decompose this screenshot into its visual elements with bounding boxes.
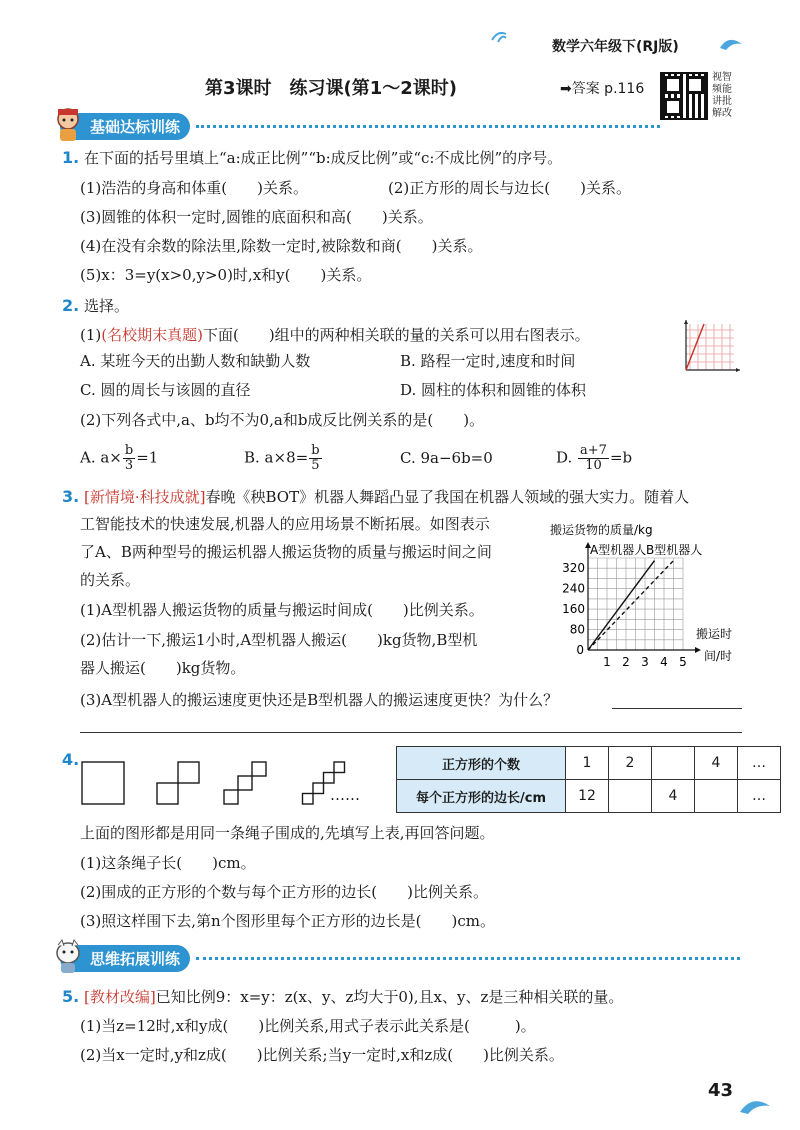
q3-line: 的关系。 [80, 571, 141, 589]
chart-series-line [588, 561, 655, 650]
mascot-icon [54, 939, 84, 975]
q2-choice-c: C. 9a−6b=0 [400, 449, 493, 467]
q1-item: (4)在没有余数的除法里,除数一定时,被除数和商( )关系。 [80, 237, 483, 255]
q1-item: (1)浩浩的身高和体重( )关系。 [80, 179, 308, 197]
wave-icon [718, 34, 744, 52]
q3-line-chart [548, 518, 748, 676]
answer-ref: ➡答案 p.116 [560, 81, 645, 97]
table-cell: 1 [566, 747, 609, 780]
section-basic [60, 112, 660, 140]
q4-number: 4. [62, 750, 80, 769]
q4-item: (3)照这样围下去,第n个图形里每个正方形的边长是( )cm。 [80, 912, 496, 930]
chart-ylabel: 搬运货物的质量/kg [550, 523, 653, 537]
leaf-icon [490, 30, 508, 44]
table-cell: … [738, 780, 781, 813]
q3-line: (3)A型机器人的搬运速度更快还是B型机器人的搬运速度更快？为什么？ [80, 691, 559, 709]
chart-x-tick-label: 2 [622, 655, 630, 669]
q2-part1: (1)(名校期末真题)下面( )组中的两种相关联的量的关系可以用右图表示。 [80, 326, 590, 344]
chart-x-tick-label: 5 [679, 655, 687, 669]
chart-y-tick-label: 160 [562, 602, 585, 617]
chart-y-tick-label: 240 [562, 581, 585, 596]
section-extend [60, 944, 740, 972]
qr-code[interactable] [660, 72, 708, 120]
answer-line[interactable] [80, 732, 742, 733]
q1-item: (5)x：3=y(x>0,y>0)时,x和y( )关系。 [80, 266, 372, 284]
q4-table [396, 746, 781, 813]
q2-option-a: A. 某班今天的出勤人数和缺勤人数 [80, 352, 311, 370]
q5-item: (2)当x一定时,y和z成( )比例关系;当y一定时,x和z成( )比例关系。 [80, 1046, 564, 1064]
q1-stem: 1. 在下面的括号里填上“a:成正比例”“b:成反比例”或“c:不成比例”的序号。 [62, 148, 563, 167]
q3-line: (2)估计一下,搬运1小时,A型机器人搬运( )kg货物,B型机 [80, 631, 478, 649]
chart-series-label: A型机器人 [590, 543, 647, 557]
table-cell: 4 [652, 780, 695, 813]
section-basic-label: 基础达标训练 [90, 117, 181, 136]
table-cell[interactable] [609, 780, 652, 813]
book-title: 数学六年级下(RJ版) [552, 39, 679, 55]
q5-item: (1)当z=12时,x和y成( )比例关系,用式子表示此关系是( )。 [80, 1017, 536, 1035]
table-cell: … [738, 747, 781, 780]
wave-icon [738, 1094, 772, 1116]
q4-item: (2)围成的正方形的个数与每个正方形的边长( )比例关系。 [80, 883, 488, 901]
table-header: 正方形的个数 [397, 747, 566, 780]
q4-item: (1)这条绳子长( )cm。 [80, 854, 256, 872]
chart-xlabel-2: 间/时 [704, 649, 733, 663]
page-number: 43 [708, 1080, 734, 1101]
q5-stem: 5. [教材改编]已知比例9：x=y：z(x、y、z均大于0),且x、y、z是三种相关联的量。 [62, 987, 624, 1006]
q1-item: (2)正方形的周长与边长( )关系。 [388, 179, 631, 197]
section-extend-label: 思维拓展训练 [90, 949, 181, 968]
chart-x-arrow [695, 647, 701, 653]
chart-origin-label: 0 [576, 643, 584, 657]
q4-ellipsis: …… [330, 786, 360, 804]
table-cell: 2 [609, 747, 652, 780]
chart-y-tick-label: 320 [562, 561, 585, 576]
q2-option-d: D. 圆柱的体积和圆锥的体积 [400, 381, 587, 399]
chart-series-line [588, 561, 674, 650]
chart-x-tick-label: 3 [641, 655, 649, 669]
lesson-title: 第3课时 练习课(第1～2课时) [205, 78, 458, 99]
q2-part2: (2)下列各式中,a、b均不为0,a和b成反比例关系的是( )。 [80, 411, 485, 429]
q3-line: 器人搬运( )kg货物。 [80, 659, 246, 677]
mascot-icon [54, 107, 84, 143]
table-header: 每个正方形的边长/cm [397, 780, 566, 813]
q2-stem: 2. 选择。 [62, 296, 130, 315]
chart-xlabel-1: 搬运时 [696, 627, 733, 641]
chart-x-tick-label: 1 [603, 655, 611, 669]
table-cell: 4 [695, 747, 738, 780]
chart-series-label: B型机器人 [646, 543, 703, 557]
q2-small-graph [680, 316, 744, 380]
q2-choice-a: A. a× $\frac{b}{3}$ =1 [80, 443, 159, 473]
q1-item: (3)圆锥的体积一定时,圆锥的底面积和高( )关系。 [80, 208, 433, 226]
q2-choice-d: D. $\frac{a+7}{10}$ =b [556, 443, 633, 473]
q2-option-c: C. 圆的周长与该圆的直径 [80, 381, 251, 399]
answer-line[interactable] [612, 708, 742, 709]
chart-y-tick-label: 80 [569, 622, 585, 637]
table-row [397, 780, 781, 813]
q2-choice-b: B. a×8= $\frac{b}{5}$ [244, 443, 320, 473]
q3-line: 3. [新情境·科技成就]春晚《秧BOT》机器人舞蹈凸显了我国在机器人领域的强大实力。随着人 [62, 487, 690, 506]
chart-x-tick-label: 4 [660, 655, 668, 669]
table-cell[interactable] [652, 747, 695, 780]
q3-line: 工智能技术的快速发展,机器人的应用场景不断拓展。如图表示 [80, 515, 490, 533]
table-cell[interactable] [695, 780, 738, 813]
q2-option-b: B. 路程一定时,速度和时间 [400, 352, 576, 370]
table-cell: 12 [566, 780, 609, 813]
table-row [397, 747, 781, 780]
q3-line: 了A、B两种型号的搬运机器人搬运货物的质量与搬运时间之间 [80, 543, 492, 561]
q3-line: (1)A型机器人搬运货物的质量与搬运时间成( )比例关系。 [80, 601, 484, 619]
qr-caption: 视智 频能 讲批 解改 [712, 72, 732, 119]
q4-stem: 上面的图形都是用同一条绳子围成的,先填写上表,再回答问题。 [80, 824, 495, 842]
